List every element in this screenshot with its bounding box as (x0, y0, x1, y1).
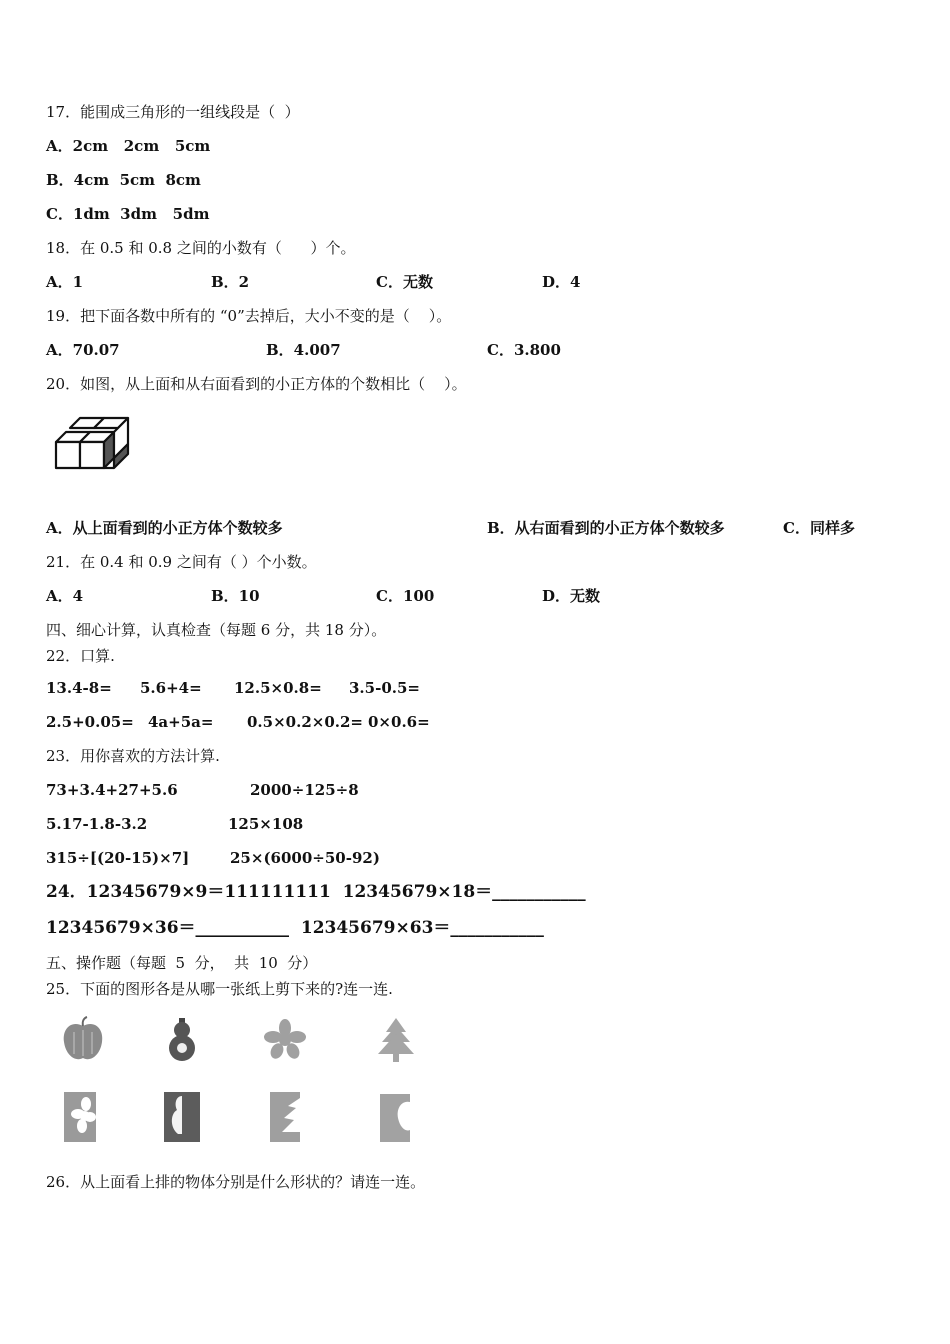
paper-tree-hole-icon (266, 1090, 306, 1144)
q18-stem: 18．在 0.5 和 0.8 之间的小数有（ ）个。 (46, 239, 356, 257)
q24-line-2: 12345679×36＝___________ 12345679×63＝___________ (46, 918, 544, 938)
section-five-title: 五、操作题（每题 5 分， 共 10 分） (46, 954, 318, 972)
paper-gourd-hole-icon (160, 1088, 204, 1144)
q23-item: 5.17-1.8-3.2 (46, 815, 148, 833)
q22-item: 13.4-8= (46, 679, 112, 697)
q22-item: 3.5-0.5= (349, 679, 420, 697)
q18-option-b: B．2 (211, 273, 250, 291)
q22-item: 0.5×0.2×0.2= (247, 713, 363, 731)
q19-stem: 19．把下面各数中所有的 “0”去掉后，大小不变的是（ ）。 (46, 307, 452, 325)
section-four-title: 四、细心计算，认真检查（每题 6 分，共 18 分）。 (46, 621, 387, 639)
apple-cutout-icon (58, 1016, 108, 1064)
q21-option-b: B．10 (211, 587, 260, 605)
q17-option-c: C．1dm 3dm 5dm (46, 205, 210, 223)
q22-item: 0×0.6= (368, 713, 430, 731)
q22-stem: 22．口算. (46, 647, 115, 665)
q24-line-1: 24．12345679×9＝111111111 12345679×18＝___________ (46, 882, 586, 902)
gourd-cutout-icon (160, 1016, 204, 1064)
q22-item: 4a+5a= (148, 713, 214, 731)
q26-stem: 26．从上面看上排的物体分别是什么形状的？请连一连。 (46, 1173, 426, 1191)
q20-option-b: B．从右面看到的小正方体个数较多 (487, 519, 725, 537)
q21-option-c: C．100 (376, 587, 435, 605)
q22-item: 12.5×0.8= (234, 679, 322, 697)
q19-option-a: A．70.07 (46, 341, 120, 359)
q21-option-d: D．无数 (542, 587, 601, 605)
q20-option-c: C．同样多 (783, 519, 855, 537)
q18-option-d: D．4 (542, 273, 581, 291)
q23-item: 73+3.4+27+5.6 (46, 781, 178, 799)
q21-stem: 21．在 0.4 和 0.9 之间有（ ）个小数。 (46, 553, 317, 571)
q23-item: 315÷[(20-15)×7] (46, 849, 190, 867)
q17-option-a: A．2cm 2cm 5cm (46, 137, 211, 155)
q20-stem: 20．如图，从上面和从右面看到的小正方体的个数相比（ ）。 (46, 375, 467, 393)
q18-option-c: C．无数 (376, 273, 433, 291)
q23-item: 125×108 (228, 815, 304, 833)
paper-flower-hole-icon (60, 1090, 100, 1144)
q20-option-a: A．从上面看到的小正方体个数较多 (46, 519, 283, 537)
q17-stem: 17．能围成三角形的一组线段是（ ） (46, 103, 300, 121)
q23-item: 2000÷125÷8 (250, 781, 359, 799)
tree-cutout-icon (374, 1016, 418, 1064)
q21-option-a: A．4 (46, 587, 84, 605)
q19-option-b: B．4.007 (266, 341, 341, 359)
q23-item: 25×(6000÷50-92) (230, 849, 380, 867)
flower-cutout-icon (262, 1018, 308, 1062)
q23-stem: 23．用你喜欢的方法计算. (46, 747, 220, 765)
q25-stem: 25．下面的图形各是从哪一张纸上剪下来的?连一连. (46, 980, 393, 998)
cube-stack-figure (50, 414, 138, 482)
q22-item: 2.5+0.05= (46, 713, 134, 731)
q22-item: 5.6+4= (140, 679, 202, 697)
q19-option-c: C．3.800 (487, 341, 561, 359)
paper-apple-hole-icon (376, 1090, 416, 1144)
q18-option-a: A．1 (46, 273, 84, 291)
q17-option-b: B．4cm 5cm 8cm (46, 171, 201, 189)
